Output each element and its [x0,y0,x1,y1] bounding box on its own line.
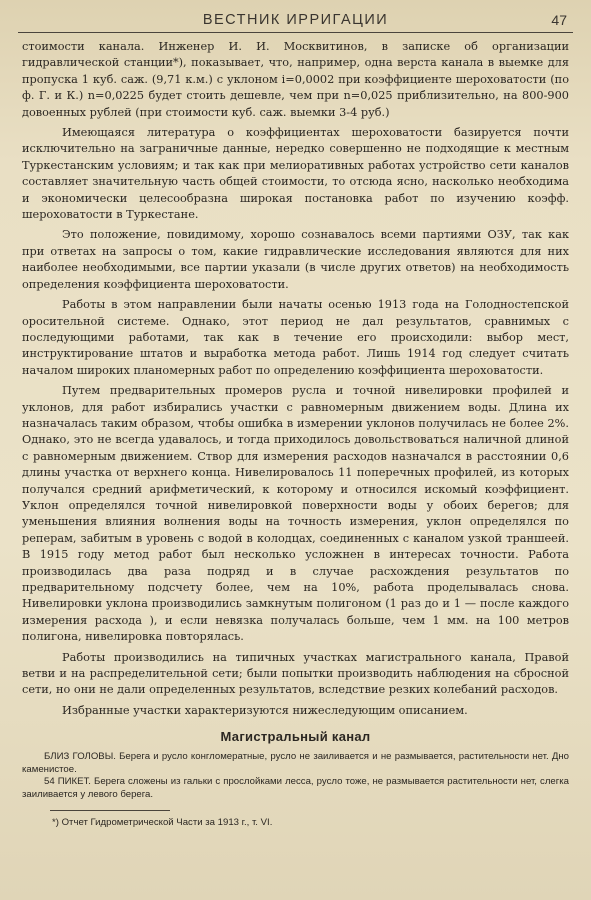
section-heading: Магистральный канал [220,729,371,745]
paragraph: Имеющаяся литература о коэффициентах шероховатости базируется почти исключительно на заграничные данные, нередко совершенно не подходящие к местным Туркестанским условиям; и так как при мелиоративных работах устройство сети каналов составляет значительную часть общей стоимости, то отсюда ясно, насколько необходима и экономически целесообразна широкая постановка работ по изучению коэфф. шероховатости в Туркестане. [22,126,569,222]
paragraph: Избранные участки характеризуются нижеследующим описанием. [62,703,468,717]
site-entry: БЛИЗ ГОЛОВЫ. Берега и русло конгломератные, русло не заиливается и не размывается, растительности нет. Дно каменистое. [22,751,569,775]
footnote-divider [50,810,170,811]
paragraph: Работы в этом направлении были начаты осенью 1913 года на Голодностепской оросительной системе. Однако, этот период не дал результатов, сравнимых с последующими работами, так как в течение его происходили: выбор мест, инструктирование штатов и выработка метода работ. Лишь 1914 год следует считать началом широких планомерных работ по определению коэффициента шероховатости. [22,298,569,377]
paragraph: Работы производились на типичных участках магистрального канала, Правой ветви и на распределительной сети; были попытки производить наблюдения на сбросной сети, но они не дали определенных результатов, вследствие резких колебаний расходов. [22,650,569,697]
site-entry: 54 ПИКЕТ. Берега сложены из гальки с прослойками лесса, русло тоже, не размывается растительности нет, слегка заиливается у левого берега. [22,776,569,801]
paragraph: стоимости канала. Инженер И. И. Москвитинов, в записке об организации гидравлической станции*), показывает, что, например, одна верста канала в выемке для пропуска 1 куб. саж. (9,71 к.м.) с уклоном i=0,0002 при коэффициенте шероховатости (по ф. Г. и К.) n=0,0225 будет стоить дешевле, чем при n=0,025 приблизительно, на 800-900 довоенных рублей (при стоимости куб. саж. выемки 3-4 руб.) [22,40,569,119]
footnote: *) Отчет Гидрометрической Части за 1913 г., т. VI. [52,816,273,828]
paragraph: Путем предварительных промеров русла и точной нивелировки профилей и уклонов, для работ избирались участки с равномерным движением воды. Длина их назначалась таким образом, чтобы ошибка в измерении уклонов получилась не более 2%. Однако, это не всегда удавалось, и тогда приходилось довольствоваться наличной длиной с равномерным движением. Створ для измерения расходов назначался в расстоянии 0,6 длины участка от верхнего конца. Нивелировалось 11 поперечных профилей, из которых получался средний арифметический, к которому и относился искомый коэффициент. Уклон определялся точной нивелировкой поверхности воды у обоих берегов; для уменьшения влияния волнения воды на точность измерения, уклон определялся по реперам, забитым в уровень с водой в колодцах, соединенных с каналом узкой траншеей. В 1915 году метод работ был несколько усложнен в интересах точности. Работа производилась два раза подряд и в случае расхождения результатов по предварительному подсчету более, чем на 10%, работа проделывалась снова. Нивелировки уклона производились замкнутым полигоном (1 раз до и 1 — после каждого измерения расхода ), и если невязка получалась больше, чем 1 мм. на 100 метров полигона, нивелировка повторялась. [22,384,569,644]
page-number: 47 [551,12,567,28]
running-head [18,8,573,33]
body-text [22,39,569,719]
site-descriptions [22,751,569,801]
paragraph: Это положение, повидимому, хорошо сознавалось всеми партиями ОЗУ, так как при ответах на запросы о том, какие гидравлические исследования являются для них наиболее необходимыми, все партии указали (в числе других ответов) на необходимость определения коэффициента шероховатости. [22,228,569,291]
journal-title: ВЕСТНИК ИРРИГАЦИИ [202,12,389,28]
